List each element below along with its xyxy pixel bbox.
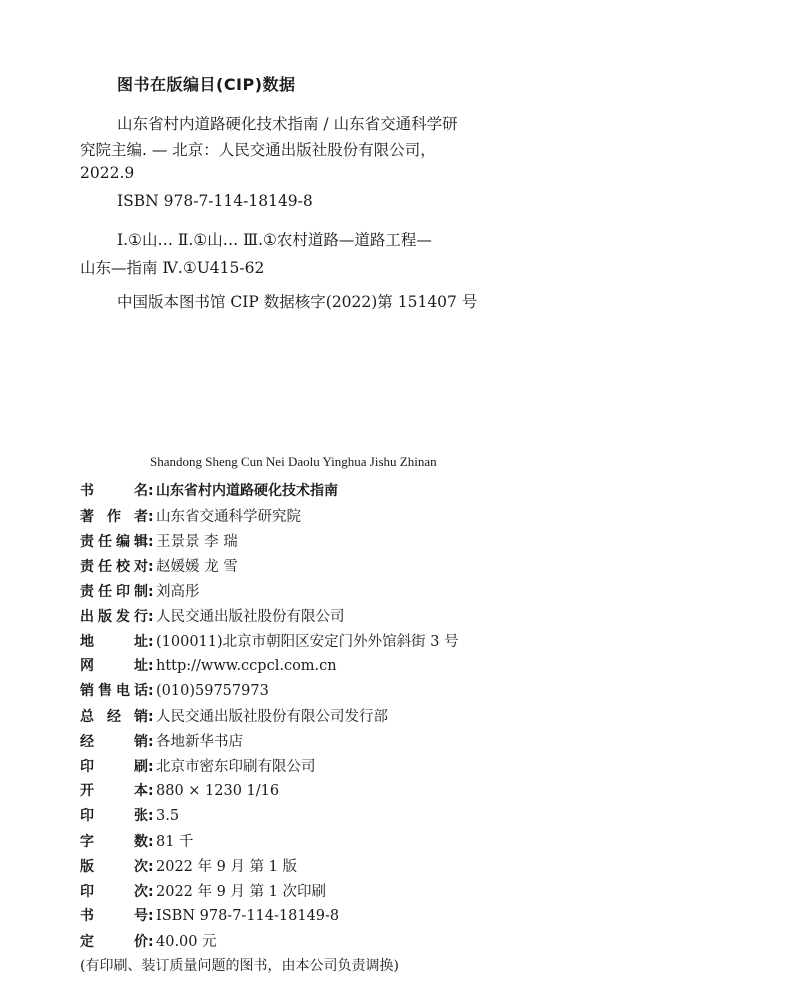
info-row <box>80 855 297 877</box>
colon: : <box>148 534 154 550</box>
colon: : <box>148 884 154 900</box>
cip-title: 图书在版编目(CIP)数据 <box>117 75 296 94</box>
info-label: 印张 <box>80 808 148 824</box>
info-label: 书号 <box>80 908 148 924</box>
info-row <box>80 630 459 652</box>
info-row <box>80 805 179 827</box>
colon: : <box>148 584 154 600</box>
info-label: 销售电话 <box>80 683 148 699</box>
info-value: 王景景 李 瑞 <box>156 534 238 550</box>
info-value: 山东省村内道路硬化技术指南 <box>156 483 338 499</box>
info-row <box>80 505 301 527</box>
colon: : <box>148 734 154 750</box>
info-value: 880 × 1230 1/16 <box>156 783 280 799</box>
info-value: 刘高彤 <box>156 584 200 600</box>
colon: : <box>148 683 154 699</box>
cip-line-1: 山东省村内道路硬化技术指南 / 山东省交通科学研 <box>117 115 458 133</box>
cip-line-2: 究院主编. — 北京：人民交通出版社股份有限公司， <box>80 141 436 159</box>
info-label: 经销 <box>80 734 148 750</box>
info-value: (100011)北京市朝阳区安定门外外馆斜街 3 号 <box>156 634 459 650</box>
info-label: 著作者 <box>80 509 148 525</box>
info-value: 赵媛媛 龙 雪 <box>156 559 238 575</box>
cip-line-isbn: ISBN 978-7-114-18149-8 <box>117 192 313 210</box>
cip-line-3: 2022.9 <box>80 164 135 182</box>
colon: : <box>148 759 154 775</box>
info-value: ISBN 978-7-114-18149-8 <box>156 908 340 924</box>
info-value: 各地新华书店 <box>156 734 243 750</box>
info-row <box>80 930 217 952</box>
info-row <box>80 755 316 777</box>
info-row <box>80 780 279 802</box>
colon: : <box>148 834 154 850</box>
info-value: (010)59757973 <box>156 683 269 699</box>
info-label: 网址 <box>80 658 148 674</box>
info-row <box>80 830 194 852</box>
info-label: 出版发行 <box>80 609 148 625</box>
info-label: 字数 <box>80 834 148 850</box>
colon: : <box>148 609 154 625</box>
info-label: 版次 <box>80 859 148 875</box>
info-label: 责任编辑 <box>80 534 148 550</box>
info-row <box>80 680 269 702</box>
info-value: 3.5 <box>156 808 180 824</box>
info-row <box>80 655 337 677</box>
info-row <box>80 580 200 602</box>
cip-line-classification-cont: 山东—指南 Ⅳ.①U415-62 <box>80 259 265 277</box>
english-title: Shandong Sheng Cun Nei Daolu Yinghua Jishu Zhinan <box>150 454 437 469</box>
info-value: 40.00 元 <box>156 934 217 950</box>
quality-note: (有印刷、装订质量问题的图书，由本公司负责调换) <box>80 958 399 974</box>
cip-line-record-number: 中国版本图书馆 CIP 数据核字(2022)第 151407 号 <box>117 293 478 311</box>
info-label: 定价 <box>80 934 148 950</box>
info-label: 总经销 <box>80 709 148 725</box>
colon: : <box>148 658 154 674</box>
colon: : <box>148 908 154 924</box>
info-row <box>80 605 345 627</box>
colon: : <box>148 783 154 799</box>
info-value: 人民交通出版社股份有限公司 <box>156 609 345 625</box>
info-row <box>80 880 326 902</box>
cip-line-classification: Ⅰ.①山… Ⅱ.①山… Ⅲ.①农村道路—道路工程— <box>117 231 432 249</box>
info-label: 责任校对 <box>80 559 148 575</box>
info-label: 印次 <box>80 884 148 900</box>
info-value: http://www.ccpcl.com.cn <box>156 658 337 674</box>
info-label: 书名 <box>80 483 148 499</box>
info-row <box>80 555 238 577</box>
info-value: 2022 年 9 月 第 1 次印刷 <box>156 884 327 900</box>
info-row <box>80 730 243 752</box>
info-row <box>80 905 339 927</box>
info-row <box>80 530 238 552</box>
colon: : <box>148 483 154 499</box>
info-value: 北京市密东印刷有限公司 <box>156 759 316 775</box>
info-row <box>80 705 388 727</box>
colon: : <box>148 808 154 824</box>
colon: : <box>148 934 154 950</box>
info-row <box>80 480 338 502</box>
info-label: 责任印制 <box>80 584 148 600</box>
info-label: 开本 <box>80 783 148 799</box>
colon: : <box>148 509 154 525</box>
colon: : <box>148 634 154 650</box>
info-value: 81 千 <box>156 834 194 850</box>
colon: : <box>148 859 154 875</box>
info-label: 地址 <box>80 634 148 650</box>
colon: : <box>148 709 154 725</box>
info-value: 山东省交通科学研究院 <box>156 509 301 525</box>
info-value: 2022 年 9 月 第 1 版 <box>156 859 298 875</box>
info-value: 人民交通出版社股份有限公司发行部 <box>156 709 388 725</box>
info-label: 印刷 <box>80 759 148 775</box>
colon: : <box>148 559 154 575</box>
